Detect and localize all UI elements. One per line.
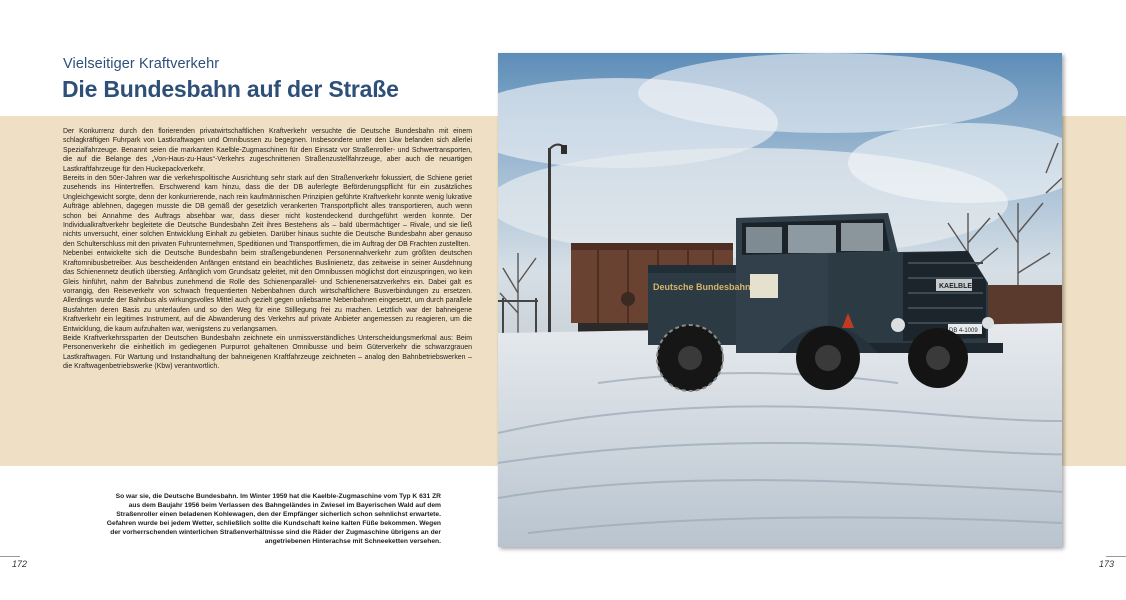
page-number-left: 172 (12, 559, 28, 569)
notice-sign (750, 274, 778, 298)
cloud (638, 53, 1018, 133)
page-title: Die Bundesbahn auf der Straße (62, 76, 399, 102)
door-lettering: Deutsche Bundesbahn (653, 282, 751, 292)
plate-text: DB 4-1009 (949, 328, 978, 334)
photo-truck-in-snow (498, 53, 1062, 547)
photo-caption: So war sie, die Deutsche Bundesbahn. Im Winter 1959 hat die Kaelble-Zugmaschine vom Typ K 631 ZR aus dem Baujahr 1956 beim Verlassen des Bahngeländes in Zwiesel im Bayerischen Wald auf dem Straßenroller einen beladenen Kohlewagen, den der Empfänger sicherlich schon sehnlichst erwartete. Gefahren wurde bei jedem Wetter, schließlich sollte die Kundschaft keine kalten Füße bekommen. Wegen der vorherrschenden winterlichen Straßenverhältnisse sind die Räder der Zugmaschine übrigens an der angetriebenen Hinterachse mit Schneeketten versehen. (106, 493, 441, 545)
photo-illustration (498, 53, 1062, 547)
paragraph-1: Der Konkurrenz durch den florierenden privatwirtschaftlichen Kraftverkehr versuchte die Deutsche Bundesbahn mit einem schlagkräftigen Fuhrpark von Lastkraftwagen und Omnibussen zu begegnen. Insbesondere unter den Lkw befanden sich allerlei Spezialfahrzeuge. Benannt seien die markanten Kaelble-Zugmaschinen für den Einsatz vor Straßenroller- und Schwertransporten, die auf die Belange des „Von-Haus-zu-Haus“-Verkehrs zugeschnittenen Straßenzustellfahrzeuge, aber auch die neuartigen Lastkraftfahrzeuge für den Huckepackverkehr. (63, 128, 472, 173)
page-rule-left (0, 556, 20, 557)
body-text (63, 127, 472, 372)
paragraph-4: Beide Kraftverkehrssparten der Deutschen Bundesbahn zeichnete ein unmissverständliches Unterscheidungsmerkmal aus: Beim Personenverkehr die einheitlich im gediegenen Purpurrot gehaltenen Omnibusse und beim Güterverkehr die schwarzgrauen Lastkraftwagen. Für Wartung und Instandhaltung der bahneigenen Kraftfahrzeuge zeichneten – analog den Bahnbetriebswerken – die Kraftwagenbetriebswerke (Kbw) verantwortlich. (63, 334, 472, 371)
page-number-right: 173 (1098, 559, 1114, 569)
paragraph-2: Bereits in den 50er-Jahren war die verkehrspolitische Ausrichtung sehr stark auf den Straßenverkehr fokussiert, die Schiene geriet zusehends ins Hintertreffen. Erschwerend kam hinzu, dass die der DB auferlegte Beförderungspflicht für ein zusätzliches Ungleichgewicht sorgte, denn der konkurrierende, nach rein kaufmännischen Prinzipien geführte Kraftverkehr konnte wenig lukrative Aufträge ablehnen, dagegen musste die DB gemäß der gesetzlich verankerten Transportpflicht alles transportieren, auch wenn schon bei Annahme des Auftrags absehbar war, dass dieser nicht kostendeckend durchgeführt werden konnte. Der Individualkraftverkehr begleitete die Deutsche Bundesbahn Zeit ihres Bestehens als – bald übermächtiger – Rivale, und sie ließ nichts unversucht, einer solchen Entwicklung Einhalt zu gebieten. Darüber hinaus suchte die Deutsche Bundesbahn aber genauso den Schulterschluss mit den privaten Fuhrunternehmen, Speditionen und Transportfirmen, die im Auftrag der DB Frachten zustellten. (63, 175, 472, 248)
paragraph-3: Nebenbei entwickelte sich die Deutsche Bundesbahn beim straßengebundenen Personennahverkehr zum größten deutschen Kraftomnibusbetreiber. Aus bescheidenden Anfängen entstand ein beachtliches Buslinienetz, das zeitweise in seiner Ausdehnung das Schienennetz deutlich überstieg. Anfänglich vom Grundsatz geleitet, mit den Omnibussen möglichst dort einzuspringen, wo kein Gleis hinführt, nahm der Bahnbus zunehmend die Rolle des Schienenparallel- und Schienenersatzverkehrs ein. Dabei galt es vorrangig, den Reiseverkehr von schwach frequentierten Nebenbahnen durch wirtschaftlichere Busverbindungen zu ersetzen. Allerdings wurde der Bahnbus als wirkungsvolles Mittel auch gezielt gegen unliebsame Nebenbahnen eingesetzt, um durch parallele Busfahrten deren Basis zu unterlaufen und so den Weg für eine Stilllegung frei zu machen. Letztlich war der bahneigene Kraftverkehr ein legitimes Instrument, auf die Abwanderung des Verkehrs auf private Anbieter angemessen zu reagieren, um die Entwicklung, die kaum aufzuhalten war, wenigstens zu verlangsamen. (63, 250, 472, 333)
snow-ground (498, 323, 1062, 547)
grille-badge-text: KAELBLE (939, 283, 973, 290)
section-kicker: Vielseitiger Kraftverkehr (63, 56, 220, 72)
page-rule-right (1106, 556, 1126, 557)
